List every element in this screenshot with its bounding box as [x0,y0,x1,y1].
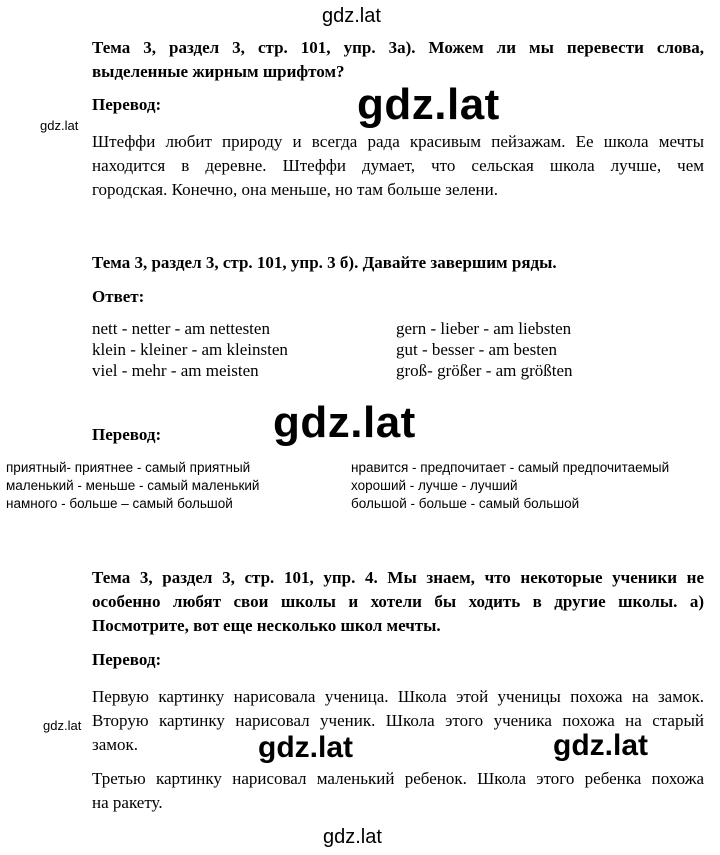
heading-line: особенно любят свои школы и хотели бы ходить в другие школы. а) [92,592,704,611]
answer-item: gern - lieber - am liebsten [396,319,572,338]
section3-paragraph [92,685,704,757]
translation-item: намного - больше – самый большой [6,496,233,511]
translation-item: нравится - предпочитает - самый предпочитаемый [351,460,670,475]
section3-heading [92,566,704,638]
section3-translation-label: Перевод: [92,650,162,669]
answer-item: groß- größer - am größten [396,361,573,380]
heading-line: Посмотрите, вот еще несколько школ мечты. [92,616,441,635]
section2-heading: Тема 3, раздел 3, стр. 101, упр. 3 б). Давайте завершим ряды. [92,253,557,272]
watermark-bottom: gdz.lat [323,826,382,848]
answer-item: viel - mehr - am meisten [92,361,259,380]
paragraph-line: Первую картинку нарисовала ученица. Школа этой ученицы похожа на замок. [92,687,704,706]
watermark-large: gdz.lat [357,80,500,129]
answer-item: klein - kleiner - am kleinsten [92,340,288,359]
translation-item: приятный- приятнее - самый приятный [6,460,251,475]
section1-paragraph [92,130,704,202]
watermark-side: gdz.lat [43,718,82,733]
paragraph-line: замок. [92,735,139,754]
paragraph-line: находится в деревне. Штеффи думает, что сельская школа лучше, чем [92,156,704,175]
section1-heading [92,36,704,84]
section2-translation-label: Перевод: [92,425,162,444]
heading-line: выделенные жирным шрифтом? [92,62,345,81]
watermark-medium: gdz.lat [553,729,648,762]
translation-item: большой - больше - самый большой [351,496,580,511]
paragraph-line: Вторую картинку нарисовал ученик. Школа этого ученика похожа на старый [92,711,704,730]
watermark-large: gdz.lat [273,398,416,447]
section2-answer-label: Ответ: [92,287,145,306]
paragraph-line: на ракету. [92,793,163,812]
answer-item: nett - netter - am nettesten [92,319,270,338]
translation-left-column [6,459,259,513]
answer-right-column [396,318,573,381]
watermark-top: gdz.lat [322,5,381,27]
paragraph-line: Третью картинку нарисовал маленький ребенок. Школа этого ребенка похожа [92,769,704,788]
paragraph-line: Штеффи любит природу и всегда рада красивым пейзажам. Ее школа мечты [92,132,704,151]
translation-right-column [351,459,669,513]
answer-item: gut - besser - am besten [396,340,557,359]
section3-paragraph [92,767,704,815]
translation-item: маленький - меньше - самый маленький [6,478,260,493]
translation-item: хороший - лучше - лучший [351,478,518,493]
section1-translation-label: Перевод: [92,95,162,114]
answer-left-column [92,318,288,381]
heading-line: Тема 3, раздел 3, стр. 101, упр. 4. Мы знаем, что некоторые ученики не [92,568,704,587]
watermark-medium: gdz.lat [258,731,353,764]
paragraph-line: городская. Конечно, она меньше, но там больше зелени. [92,180,498,199]
heading-line: Тема 3, раздел 3, стр. 101, упр. 3а). Можем ли мы перевести слова, [92,38,704,57]
watermark-side: gdz.lat [40,118,79,133]
